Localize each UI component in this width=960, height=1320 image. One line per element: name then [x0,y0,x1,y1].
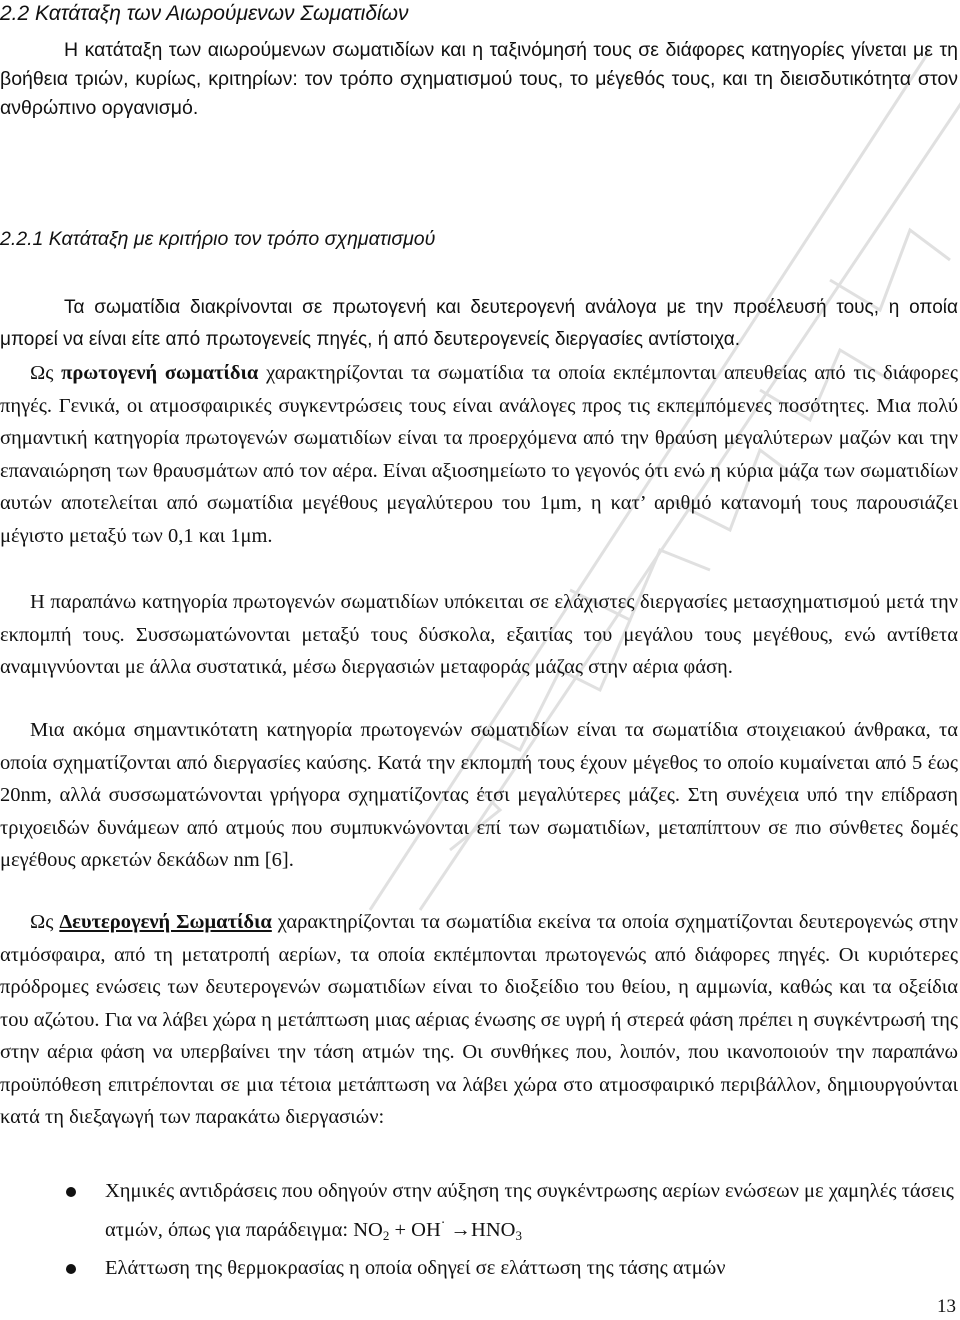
formula-no: NO [353,1218,383,1241]
formula-subscript: 3 [515,1227,522,1243]
process-list [0,1175,958,1285]
intro-paragraph: Η κατάταξη των αιωρούμενων σωματιδίων και η ταξινόμησή τους σε διάφορες κατηγορίες γίνεται με τη βοήθεια τριών, κυρίως, κριτηρίων: τον τρόπο σχηματισμού τους, το μέγεθός τους, και τη διεισδυτικότητα στον ανθρώπινο οργανισμό. [0,39,958,119]
paragraph-elemental-carbon: Μια ακόμα σημαντικότατη κατηγορία πρωτογενών σωματιδίων είναι τα σωματίδια στοιχειακού άνθρακα, τα οποία σχηματίζονται από διεργασίες καύσης. Κατά την εκπομπή τους έχουν μέγεθος το οποίο κυμαίνεται από 5 έως 20nm, αλλά συσσωματώνονται γρήγορα σχηματίζοντας έτσι μεγαλύτερες μάζες. Στη συνέχεια υπό την επίδραση τριχοειδών δυνάμεων από ατμούς που συμπυκνώνονται επί των σωματιδίων, μεταπίπτουν σε πιο σύνθετες δομές μεγέθους αρκετών δεκάδων nm [6]. [0,719,958,871]
formula-hno: HNO [471,1218,516,1241]
formula-subscript: 2 [382,1227,390,1243]
page-number: 13 [937,1296,956,1317]
section-title: 2.2 Κατάταξη των Αιωρούμενων Σωματιδίων [0,2,409,25]
subsection-title: 2.2.1 Κατάταξη με κριτήριο τον τρόπο σχηματισμού [0,228,436,250]
term-primary-particles: πρωτογενή σωματίδια [61,362,259,384]
formula-radical-dot: · [440,1215,446,1231]
bullet-icon [66,1187,76,1197]
list-item-text: Χημικές αντιδράσεις που οδηγούν στην αύξηση της συγκέντρωσης αερίων ενώσεων με χαμηλές τάσεις ατμών, όπως για παράδειγμα: [105,1180,954,1241]
bullet-icon [66,1264,76,1274]
paragraph-text: χαρακτηρίζονται τα σωματίδια εκείνα τα οποία σχηματίζονται δευτερογενώς στην ατμόσφαιρα, από τη μετατροπή αερίων, τα οποία εκπέμπονται πρωτογενώς από διάφορες πηγές. Οι κυριότερες πρόδρομες ενώσεις των δευτερογενών σωματιδίων είναι το διοξείδιο του θείου, η αμμωνία, καθώς και τα οξείδια του αζώτου. Για να λάβει χώρα η μετάπτωση μιας αέριας ένωσης σε υγρή ή στερεά φάση πρέπει η συγκέντρωσή της στην αέρια φάση να υπερβαίνει την τάση ατμών της. Οι συνθήκες που, λοιπόν, που ικανοποιούν την παραπάνω προϋπόθεση επιτρέπονται σε μια τέτοια μετάπτωση να λάβει χώρα στο ατμοσφαιρικό περιβάλλον, δημιουργούνται κατά τη διεξαγωγή των παρακάτω διεργασιών: [0,911,958,1128]
list-item-text: Ελάττωση της θερμοκρασίας η οποία οδηγεί σε ελάττωση της τάσης ατμών [105,1257,726,1279]
paragraph-primary-particles [0,357,958,552]
formula-plus-oh: + OH [389,1218,441,1241]
list-item [0,1175,958,1252]
paragraph-text: Ως [30,911,60,933]
term-secondary-particles: Δευτερογενή Σωματίδια [59,911,272,933]
paragraph-text: χαρακτηρίζονται τα σωματίδια τα οποία εκπέμπονται απευθείας από τις διάφορες πηγές. Γενικά, οι ατμοσφαιρικές συγκεντρώσεις τους είναι ανάλογες προς τις εκπεμπόμενες ποσότητες. Μια πολύ σημαντική κατηγορία πρωτογενών σωματιδίων είναι τα προερχόμενα από την θραύση μεγαλύτερων μαζών και την επαναιώρηση των θραυσμάτων από τον αέρα. Είναι αξιοσημείωτο το γεγονός ότι ενώ η κύρια μάζα των σωματιδίων αυτών αποτελείται από σωματίδια μεγέθους μεγαλύτερου του 1μm, η κατ’ αριθμό κατανομή τους παρουσιάζει μέγιστο μεταξύ των 0,1 και 1μm. [0,362,958,547]
paragraph-text: Ως [30,362,62,384]
paragraph-origin: Τα σωματίδια διακρίνονται σε πρωτογενή και δευτερογενή ανάλογα με την προέλευσή τους, η οποία μπορεί να είναι είτε από πρωτογενείς πηγές, ή από δευτερογενείς διεργασίες αντίστοιχα. [0,297,958,350]
paragraph-secondary-particles [0,906,958,1134]
list-item [0,1252,958,1285]
arrow-icon: → [445,1218,472,1241]
paragraph-transformation: Η παραπάνω κατηγορία πρωτογενών σωματιδίων υπόκειται σε ελάχιστες διεργασίες μετασχηματισμού μετά την εκπομπή τους. Συσσωματώνονται μεταξύ τους δύσκολα, εξαιτίας του μεγάλου τους μεγέθους, ενώ αντίθετα αναμιγνύονται με άλλα συστατικά, μέσω διεργασιών μεταφοράς μάζας στην αέρια φάση. [0,591,958,678]
